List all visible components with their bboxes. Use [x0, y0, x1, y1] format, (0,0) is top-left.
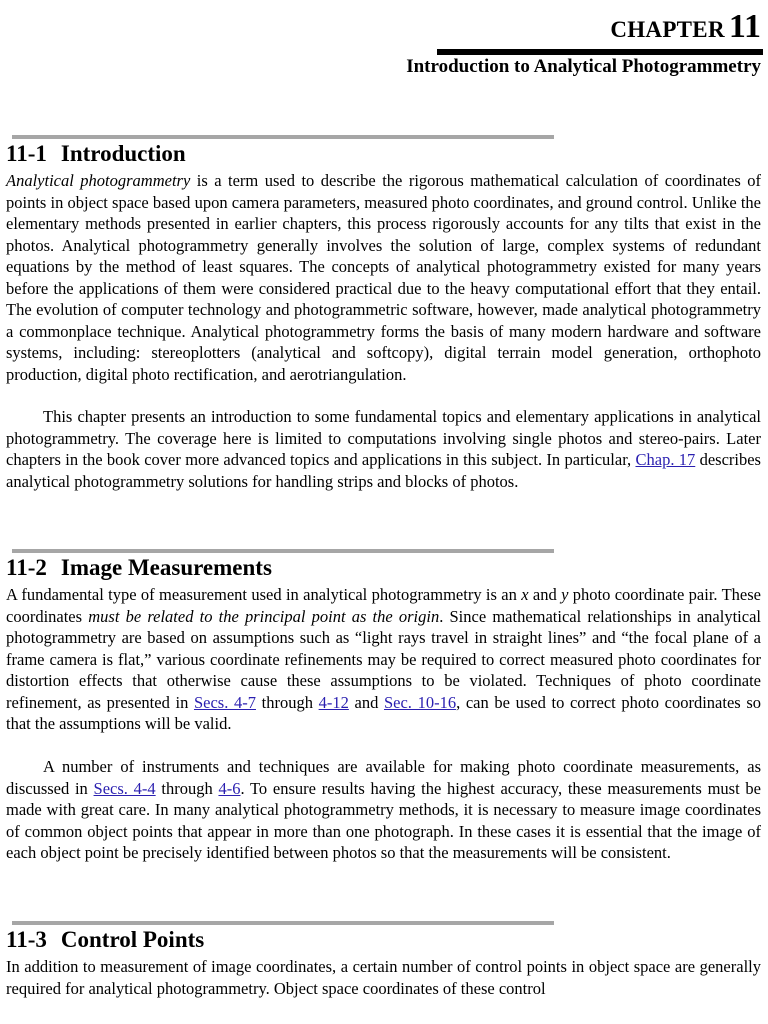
section-title: Image Measurements: [60, 555, 272, 580]
section-rule: [12, 549, 554, 553]
section-title: Introduction: [60, 141, 186, 166]
chapter-rule: [437, 49, 763, 55]
paragraph-text: and: [528, 585, 562, 604]
paragraph-text: through: [155, 778, 219, 798]
section-heading-introduction: [6, 141, 186, 167]
chapter-17-link[interactable]: Chap. 17: [635, 450, 696, 469]
paragraph-text: This chapter presents an introduction to some fundamental topics and elementary applications in analytical photogrammetry. The coverage here is limited to computations involving single photos and stereo-pairs. Later chapters in the book cover more advanced topics and applications in this subject. In particular,: [6, 407, 761, 469]
italic-emphasis: must be related to the principal point as the origin: [88, 606, 440, 626]
paragraph: [6, 756, 761, 864]
chapter-heading: [610, 8, 761, 46]
secs-4-4-link[interactable]: Secs. 4-4: [93, 778, 156, 798]
section-title: Control Points: [60, 927, 205, 952]
section-rule: [12, 135, 554, 139]
section-rule: [12, 921, 554, 925]
paragraph-text: In addition to measurement of image coordinates, a certain number of control points in object space are generally required for analytical photogrammetry. Object space coordinates of these control: [6, 957, 761, 998]
chapter-title: Introduction to Analytical Photogrammetry: [406, 56, 761, 77]
paragraph-text: . Since mathematical relationships in analytical photogrammetry are based on assumptions such as “light rays travel in straight lines” and “the focal plane of a frame camera is flat,” various coordinate refinements may be required to correct measured photo coordinates for distortion effects that otherwise cause these assumptions to be violated. Techniques of photo coordinate refinement, as presented in: [6, 606, 761, 712]
secs-4-7-link[interactable]: Secs. 4-7: [193, 692, 256, 712]
paragraph-text: describes analytical photogrammetry solutions for handling strips and blocks of photos.: [6, 450, 761, 491]
section-heading-image-measurements: [6, 555, 272, 581]
italic-term: Analytical photogrammetry: [6, 171, 191, 190]
section-number: 11-2: [6, 555, 47, 580]
italic-y: y: [561, 585, 569, 604]
chapter-label: CHAPTER: [610, 17, 725, 42]
paragraph: [6, 584, 761, 735]
sec-10-16-link[interactable]: Sec. 10-16: [383, 692, 457, 712]
chapter-number: 11: [728, 8, 761, 45]
italic-x: x: [521, 585, 529, 604]
paragraph-text: . To ensure results having the highest accuracy, these measurements must be made with great care. In many analytical photogrammetry methods, it is necessary to measure image coordinates of common object points that appear in more than one photograph. In these cases it is essential that the image of each object point be precisely identified between photos so that the measurements will be consistent.: [6, 778, 761, 862]
paragraph: [6, 170, 761, 385]
paragraph-text: photo coordinate pair. These coordinates: [6, 585, 761, 626]
sec-4-6-link[interactable]: 4-6: [218, 778, 241, 798]
section-number: 11-3: [6, 927, 47, 952]
paragraph-text: , can be used to correct photo coordinates so that the assumptions will be valid.: [6, 692, 762, 733]
paragraph: [6, 956, 761, 999]
section-number: 11-1: [6, 141, 47, 166]
paragraph-text: through: [255, 692, 319, 712]
paragraph-text: and: [348, 692, 384, 712]
paragraph: [6, 406, 761, 492]
section-heading-control-points: [6, 927, 204, 953]
sec-4-12-link[interactable]: 4-12: [318, 692, 349, 712]
paragraph-text: is a term used to describe the rigorous mathematical calculation of coordinates of points in object space based upon camera parameters, measured photo coordinates, and ground control. Unlike the elementary methods presented in earlier chapters, this process rigorously accounts for any tilts that exist in the photos. Analytical photogrammetry generally involves the solution of large, complex systems of redundant equations by the method of least squares. The concepts of analytical photogrammetry existed for many years before the applications of them were considered practical due to the heavy computational effort that they entail. The evolution of computer technology and photogrammetric software, however, made analytical photogrammetry a commonplace technique. Analytical photogrammetry forms the basis of many modern hardware and software systems, including: stereoplotters (analytical and softcopy), digital terrain model generation, orthophoto production, digital photo rectification, and aerotriangulation.: [6, 171, 761, 384]
paragraph-text: A fundamental type of measurement used in analytical photogrammetry is an: [6, 585, 522, 604]
paragraph-text: A number of instruments and techniques are available for making photo coordinate measurements, as discussed in: [6, 757, 761, 798]
